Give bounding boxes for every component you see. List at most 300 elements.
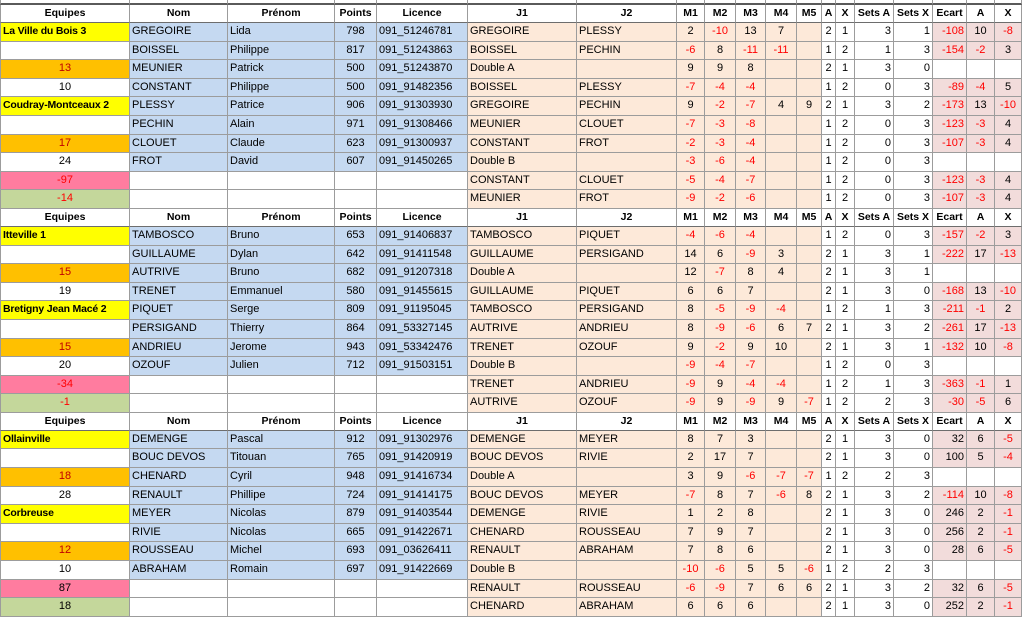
cell-m5[interactable] [797,301,822,320]
cell-m5[interactable] [797,542,822,561]
cell-licence[interactable]: 091_91406837 [377,227,468,246]
team-total-cell[interactable]: 18 [0,598,130,617]
cell-m2[interactable]: -6 [705,561,736,580]
cell-sets-x[interactable]: 1 [894,339,933,358]
cell-ecart-a[interactable]: 17 [967,246,995,265]
column-header-sets-a[interactable]: Sets A [855,5,894,23]
cell-m3[interactable]: -7 [736,357,766,376]
cell-prenom[interactable] [228,580,335,599]
cell-j1[interactable]: BOISSEL [468,79,577,98]
column-header-points[interactable]: Points [335,209,377,227]
cell-m4[interactable] [766,135,797,154]
cell-m1[interactable]: -7 [677,79,705,98]
cell-ecart[interactable]: 100 [933,449,967,468]
cell-m5[interactable] [797,116,822,135]
cell-ecart[interactable] [933,60,967,79]
cell-ecart-a[interactable]: -2 [967,227,995,246]
cell-x[interactable]: 1 [836,598,855,617]
column-header-m4[interactable]: M4 [766,209,797,227]
cell-j1[interactable]: GREGOIRE [468,23,577,42]
cell-nom[interactable]: DEMENGE [130,431,228,450]
column-header-m2[interactable]: M2 [705,209,736,227]
cell-m5[interactable] [797,246,822,265]
cell-points[interactable]: 906 [335,97,377,116]
cell-ecart[interactable]: 32 [933,580,967,599]
cell-ecart[interactable]: 256 [933,524,967,543]
cell-m5[interactable] [797,505,822,524]
cell-ecart-x[interactable]: 2 [995,301,1022,320]
cell-m3[interactable]: 7 [736,487,766,506]
cell-points[interactable]: 943 [335,339,377,358]
cell-licence[interactable]: 091_53342476 [377,339,468,358]
column-header-x[interactable]: X [836,413,855,431]
cell-licence[interactable]: 091_91414175 [377,487,468,506]
cell-m3[interactable]: -4 [736,153,766,172]
cell-points[interactable] [335,394,377,413]
cell-m1[interactable]: -3 [677,153,705,172]
cell-m3[interactable]: 8 [736,60,766,79]
cell-m4[interactable] [766,598,797,617]
cell-sets-a[interactable]: 3 [855,320,894,339]
column-header-points[interactable]: Points [335,413,377,431]
cell-sets-a[interactable]: 0 [855,79,894,98]
cell-m5[interactable]: -6 [797,561,822,580]
cell-points[interactable]: 879 [335,505,377,524]
cell-ecart-x[interactable]: -5 [995,580,1022,599]
team-score-cell[interactable]: 18 [0,468,130,487]
cell-points[interactable]: 697 [335,561,377,580]
cell-ecart-x[interactable]: 4 [995,116,1022,135]
cell-nom[interactable]: TAMBOSCO [130,227,228,246]
cell-prenom[interactable]: Bruno [228,227,335,246]
cell-ecart-x[interactable]: 6 [995,394,1022,413]
cell-x[interactable]: 2 [836,79,855,98]
cell-ecart-a[interactable] [967,60,995,79]
cell-licence[interactable]: 091_91503151 [377,357,468,376]
cell-m1[interactable]: -7 [677,487,705,506]
column-header-ecart-x[interactable]: X [995,209,1022,227]
column-header-prenom[interactable]: Prénom [228,413,335,431]
cell-m4[interactable]: 7 [766,23,797,42]
cell-m5[interactable] [797,227,822,246]
cell-m1[interactable]: 9 [677,339,705,358]
cell-sets-a[interactable]: 3 [855,542,894,561]
cell-prenom[interactable]: Bruno [228,264,335,283]
cell-ecart-a[interactable]: -5 [967,394,995,413]
cell-licence[interactable]: 091_91302976 [377,431,468,450]
column-header-sets-x[interactable]: Sets X [894,5,933,23]
team-total-cell[interactable]: -1 [0,394,130,413]
cell-ecart-x[interactable]: -10 [995,97,1022,116]
cell-licence[interactable]: 091_91403544 [377,505,468,524]
cell-m1[interactable]: -5 [677,172,705,191]
cell-sets-x[interactable]: 2 [894,580,933,599]
cell-nom[interactable]: CLOUET [130,135,228,154]
column-header-m5[interactable]: M5 [797,5,822,23]
cell-j2[interactable]: PLESSY [577,79,677,98]
cell-m4[interactable] [766,116,797,135]
cell-m2[interactable]: -6 [705,227,736,246]
cell-m3[interactable]: -4 [736,376,766,395]
cell-points[interactable]: 712 [335,357,377,376]
cell-sets-x[interactable]: 0 [894,60,933,79]
cell-ecart[interactable]: 252 [933,598,967,617]
cell-m1[interactable]: -4 [677,227,705,246]
cell-j1[interactable]: TRENET [468,376,577,395]
cell-m1[interactable]: 6 [677,598,705,617]
cell-m2[interactable]: -9 [705,580,736,599]
cell-a[interactable]: 1 [822,301,836,320]
cell-j1[interactable]: BOISSEL [468,42,577,61]
column-header-equipe[interactable]: Equipes [0,413,130,431]
cell-x[interactable]: 2 [836,172,855,191]
cell-points[interactable]: 682 [335,264,377,283]
cell-x[interactable]: 1 [836,339,855,358]
cell-a[interactable]: 1 [822,561,836,580]
cell-ecart-x[interactable] [995,264,1022,283]
column-header-sets-a[interactable]: Sets A [855,209,894,227]
cell-sets-a[interactable]: 1 [855,376,894,395]
column-header-licence[interactable]: Licence [377,413,468,431]
cell-j1[interactable]: CHENARD [468,524,577,543]
cell-ecart[interactable]: -173 [933,97,967,116]
cell-j2[interactable] [577,561,677,580]
cell-prenom[interactable] [228,598,335,617]
cell-points[interactable] [335,190,377,209]
cell-ecart-x[interactable]: -13 [995,320,1022,339]
cell-prenom[interactable]: Lida [228,23,335,42]
cell-ecart[interactable] [933,357,967,376]
cell-ecart[interactable]: -107 [933,190,967,209]
cell-sets-x[interactable]: 0 [894,283,933,302]
cell-m4[interactable]: 5 [766,561,797,580]
cell-j2[interactable]: CLOUET [577,172,677,191]
cell-licence[interactable]: 091_91416734 [377,468,468,487]
cell-ecart-x[interactable]: -5 [995,542,1022,561]
cell-m5[interactable] [797,283,822,302]
cell-sets-x[interactable]: 2 [894,320,933,339]
cell-a[interactable]: 1 [822,172,836,191]
cell-x[interactable]: 1 [836,320,855,339]
cell-sets-a[interactable]: 3 [855,487,894,506]
cell-m3[interactable]: 8 [736,505,766,524]
cell-j1[interactable]: Double A [468,468,577,487]
cell-m5[interactable] [797,357,822,376]
cell-licence[interactable]: 091_51246781 [377,23,468,42]
cell-prenom[interactable]: Patrice [228,97,335,116]
cell-sets-x[interactable]: 2 [894,97,933,116]
cell-m2[interactable]: 6 [705,246,736,265]
cell-m3[interactable]: 6 [736,542,766,561]
cell-nom[interactable]: GUILLAUME [130,246,228,265]
team-score-cell[interactable]: 15 [0,339,130,358]
cell-j1[interactable]: AUTRIVE [468,394,577,413]
cell-x[interactable]: 2 [836,561,855,580]
column-header-ecart-a[interactable]: A [967,209,995,227]
cell-j2[interactable]: OZOUF [577,339,677,358]
cell-sets-x[interactable]: 0 [894,505,933,524]
cell-sets-x[interactable]: 0 [894,449,933,468]
cell-j1[interactable]: TRENET [468,339,577,358]
cell-ecart[interactable]: -363 [933,376,967,395]
cell-points[interactable]: 653 [335,227,377,246]
cell-j2[interactable] [577,60,677,79]
cell-a[interactable]: 2 [822,431,836,450]
cell-j2[interactable]: MEYER [577,487,677,506]
cell-m1[interactable]: 1 [677,505,705,524]
cell-nom[interactable]: ANDRIEU [130,339,228,358]
cell-sets-a[interactable]: 3 [855,246,894,265]
cell-m4[interactable] [766,357,797,376]
cell-ecart-a[interactable]: -1 [967,376,995,395]
column-header-sets-x[interactable]: Sets X [894,209,933,227]
cell-x[interactable]: 1 [836,580,855,599]
cell-ecart[interactable]: -157 [933,227,967,246]
cell-j2[interactable]: PECHIN [577,97,677,116]
column-header-a[interactable]: A [822,413,836,431]
cell-points[interactable] [335,376,377,395]
cell-ecart-a[interactable]: 17 [967,320,995,339]
cell-x[interactable]: 1 [836,505,855,524]
cell-ecart-a[interactable]: 5 [967,449,995,468]
cell-ecart-a[interactable] [967,468,995,487]
column-header-equipe[interactable]: Equipes [0,5,130,23]
cell-m4[interactable]: 3 [766,246,797,265]
column-header-sets-a[interactable]: Sets A [855,413,894,431]
cell-j1[interactable]: CHENARD [468,598,577,617]
cell-m3[interactable]: -6 [736,190,766,209]
cell-ecart-x[interactable]: -8 [995,23,1022,42]
cell-sets-a[interactable]: 3 [855,339,894,358]
column-header-m1[interactable]: M1 [677,413,705,431]
cell-licence[interactable] [377,172,468,191]
cell-ecart-a[interactable] [967,264,995,283]
cell-ecart-x[interactable]: -1 [995,598,1022,617]
cell-a[interactable]: 2 [822,264,836,283]
cell-licence[interactable]: 091_91450265 [377,153,468,172]
column-header-ecart[interactable]: Ecart [933,5,967,23]
cell-licence[interactable]: 091_03626411 [377,542,468,561]
cell-a[interactable]: 2 [822,97,836,116]
cell-licence[interactable]: 091_91422671 [377,524,468,543]
cell-m4[interactable]: 10 [766,339,797,358]
cell-x[interactable]: 1 [836,97,855,116]
cell-nom[interactable]: ROUSSEAU [130,542,228,561]
cell-a[interactable]: 1 [822,394,836,413]
cell-equipe[interactable] [0,246,130,265]
cell-m3[interactable]: 13 [736,23,766,42]
cell-sets-a[interactable]: 0 [855,190,894,209]
cell-x[interactable]: 1 [836,264,855,283]
cell-j1[interactable]: CONSTANT [468,135,577,154]
cell-equipe[interactable]: 10 [0,79,130,98]
cell-prenom[interactable] [228,172,335,191]
cell-a[interactable]: 1 [822,376,836,395]
cell-m4[interactable] [766,227,797,246]
cell-sets-x[interactable]: 2 [894,487,933,506]
cell-x[interactable]: 1 [836,542,855,561]
team-name-cell[interactable]: Corbreuse [0,505,130,524]
cell-a[interactable]: 2 [822,246,836,265]
cell-ecart-a[interactable] [967,357,995,376]
team-score-cell[interactable]: 15 [0,264,130,283]
cell-m3[interactable]: -6 [736,468,766,487]
cell-ecart-x[interactable]: -1 [995,524,1022,543]
cell-ecart[interactable]: 28 [933,542,967,561]
cell-sets-x[interactable]: 3 [894,561,933,580]
cell-sets-a[interactable]: 2 [855,468,894,487]
cell-licence[interactable]: 091_51243870 [377,60,468,79]
column-header-m3[interactable]: M3 [736,209,766,227]
cell-ecart-a[interactable]: -4 [967,79,995,98]
cell-j2[interactable] [577,264,677,283]
column-header-m2[interactable]: M2 [705,413,736,431]
cell-j2[interactable]: FROT [577,190,677,209]
cell-m4[interactable]: 6 [766,580,797,599]
column-header-points[interactable]: Points [335,5,377,23]
cell-ecart[interactable]: -123 [933,116,967,135]
cell-j1[interactable]: GUILLAUME [468,246,577,265]
cell-nom[interactable]: PIQUET [130,301,228,320]
column-header-j2[interactable]: J2 [577,209,677,227]
cell-j1[interactable]: AUTRIVE [468,320,577,339]
cell-a[interactable]: 2 [822,542,836,561]
cell-licence[interactable]: 091_91207318 [377,264,468,283]
cell-a[interactable]: 1 [822,357,836,376]
cell-nom[interactable]: PLESSY [130,97,228,116]
cell-ecart-a[interactable]: 6 [967,542,995,561]
cell-m2[interactable]: -2 [705,97,736,116]
cell-j2[interactable]: ABRAHAM [577,542,677,561]
cell-m1[interactable]: 14 [677,246,705,265]
cell-points[interactable]: 971 [335,116,377,135]
cell-m2[interactable]: 8 [705,542,736,561]
cell-sets-x[interactable]: 1 [894,23,933,42]
cell-licence[interactable]: 091_53327145 [377,320,468,339]
cell-j2[interactable]: ANDRIEU [577,376,677,395]
cell-ecart-x[interactable]: 5 [995,79,1022,98]
cell-nom[interactable]: FROT [130,153,228,172]
cell-points[interactable] [335,598,377,617]
cell-x[interactable]: 2 [836,394,855,413]
cell-m5[interactable] [797,524,822,543]
cell-a[interactable]: 1 [822,116,836,135]
cell-m3[interactable]: 3 [736,431,766,450]
cell-licence[interactable]: 091_91411548 [377,246,468,265]
cell-m1[interactable]: 3 [677,468,705,487]
cell-ecart-a[interactable]: 2 [967,524,995,543]
cell-sets-a[interactable]: 3 [855,60,894,79]
cell-m2[interactable]: 17 [705,449,736,468]
team-name-cell[interactable]: La Ville du Bois 3 [0,23,130,42]
cell-j1[interactable]: DEMENGE [468,431,577,450]
cell-m4[interactable] [766,542,797,561]
cell-ecart[interactable] [933,468,967,487]
cell-points[interactable]: 642 [335,246,377,265]
column-header-m4[interactable]: M4 [766,5,797,23]
cell-sets-a[interactable]: 0 [855,172,894,191]
cell-j2[interactable]: PIQUET [577,283,677,302]
cell-m4[interactable]: -4 [766,301,797,320]
cell-m4[interactable]: -6 [766,487,797,506]
cell-m2[interactable]: 9 [705,60,736,79]
cell-m1[interactable]: 12 [677,264,705,283]
cell-j1[interactable]: Double B [468,561,577,580]
cell-prenom[interactable]: Nicolas [228,505,335,524]
team-score-cell[interactable]: 17 [0,135,130,154]
column-header-j1[interactable]: J1 [468,413,577,431]
cell-sets-a[interactable]: 3 [855,97,894,116]
column-header-ecart[interactable]: Ecart [933,413,967,431]
cell-ecart[interactable]: -261 [933,320,967,339]
cell-m4[interactable]: -11 [766,42,797,61]
cell-m5[interactable] [797,339,822,358]
cell-equipe[interactable]: 20 [0,357,130,376]
cell-a[interactable]: 2 [822,580,836,599]
cell-equipe[interactable] [0,42,130,61]
cell-points[interactable]: 912 [335,431,377,450]
cell-prenom[interactable]: Cyril [228,468,335,487]
cell-ecart-x[interactable]: 1 [995,376,1022,395]
cell-m4[interactable] [766,524,797,543]
cell-licence[interactable] [377,190,468,209]
cell-nom[interactable]: MEYER [130,505,228,524]
cell-x[interactable]: 1 [836,449,855,468]
cell-licence[interactable]: 091_91308466 [377,116,468,135]
cell-m1[interactable]: -6 [677,580,705,599]
cell-j2[interactable] [577,468,677,487]
cell-m5[interactable]: 7 [797,320,822,339]
team-total-cell[interactable]: -14 [0,190,130,209]
cell-ecart-x[interactable]: 4 [995,190,1022,209]
cell-ecart-x[interactable]: -8 [995,339,1022,358]
cell-sets-x[interactable]: 3 [894,394,933,413]
column-header-m4[interactable]: M4 [766,413,797,431]
cell-licence[interactable]: 091_91482356 [377,79,468,98]
cell-m2[interactable]: -7 [705,264,736,283]
cell-m5[interactable] [797,79,822,98]
cell-points[interactable]: 948 [335,468,377,487]
cell-m2[interactable]: 7 [705,431,736,450]
cell-a[interactable]: 1 [822,227,836,246]
cell-sets-a[interactable]: 3 [855,580,894,599]
cell-ecart-x[interactable] [995,153,1022,172]
cell-m2[interactable]: -10 [705,23,736,42]
cell-points[interactable]: 500 [335,79,377,98]
cell-x[interactable]: 2 [836,376,855,395]
cell-ecart[interactable]: -30 [933,394,967,413]
cell-m2[interactable]: 9 [705,468,736,487]
cell-nom[interactable] [130,190,228,209]
cell-x[interactable]: 2 [836,42,855,61]
cell-j2[interactable]: OZOUF [577,394,677,413]
cell-m4[interactable]: 4 [766,264,797,283]
team-score-cell[interactable]: 12 [0,542,130,561]
cell-m3[interactable]: 7 [736,449,766,468]
cell-prenom[interactable]: David [228,153,335,172]
cell-points[interactable]: 693 [335,542,377,561]
cell-nom[interactable]: BOISSEL [130,42,228,61]
cell-prenom[interactable] [228,376,335,395]
cell-ecart-x[interactable] [995,60,1022,79]
column-header-x[interactable]: X [836,209,855,227]
column-header-m1[interactable]: M1 [677,5,705,23]
cell-ecart-a[interactable]: -3 [967,116,995,135]
cell-j1[interactable]: Double B [468,357,577,376]
column-header-ecart[interactable]: Ecart [933,209,967,227]
cell-x[interactable]: 1 [836,283,855,302]
cell-m2[interactable]: -5 [705,301,736,320]
